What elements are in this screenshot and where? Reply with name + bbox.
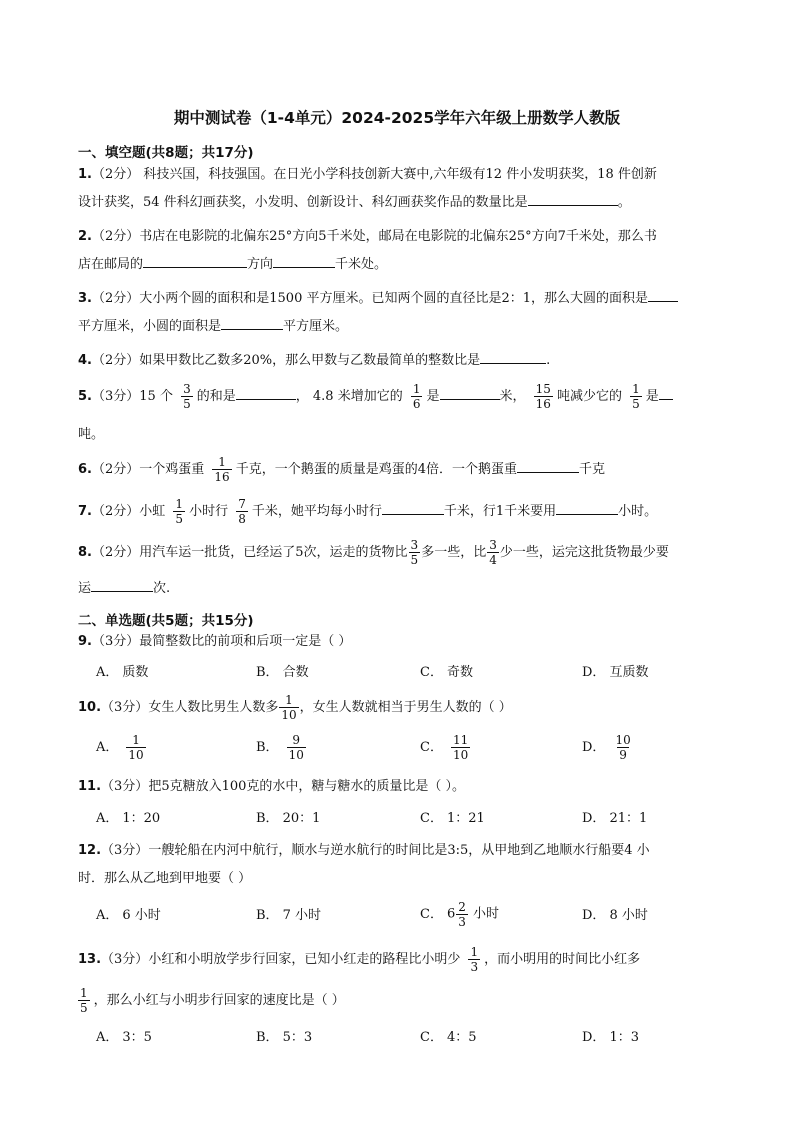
option-a[interactable]: A． 3：5 <box>96 1030 152 1045</box>
option-d[interactable]: D． 互质数 <box>582 665 649 680</box>
option-d[interactable]: D． 1：3 <box>582 1030 639 1045</box>
answer-blank[interactable] <box>236 385 296 400</box>
section-single-choice: 二、单选题(共5题；共15分) <box>78 613 254 629</box>
fraction: $\frac{1}{5}$ <box>80 986 88 1015</box>
question-4: 4.（2分）如果甲数比乙数多20%，那么甲数与乙数最简单的整数比是 . <box>78 347 754 375</box>
section-fill-in: 一、填空题(共8题；共17分) <box>78 145 254 161</box>
option-b[interactable]: B． 合数 <box>256 665 309 680</box>
option-b[interactable]: B． 20：1 <box>256 811 321 826</box>
question-score: （2分） <box>91 167 140 182</box>
question-6: 6.（2分）一个鸡蛋重 $\frac{1}{16}$ 千克，一个鹅蛋的质量是鸡蛋的4倍．一个鹅蛋重 千克 <box>78 455 605 484</box>
answer-blank[interactable] <box>143 253 247 268</box>
answer-blank[interactable] <box>517 458 579 473</box>
question-11: 11.（3分）把5克糖放入100克的水中，糖与糖水的质量比是（ ）。 <box>78 779 466 794</box>
option-d[interactable]: D． 21：1 <box>582 811 648 826</box>
option-a[interactable]: A． 1：20 <box>96 811 161 826</box>
question-10: 10.（3分）女生人数比男生人数多 $\frac{1}{10}$ ，女生人数就相当于男生人数的（ ） <box>78 693 512 722</box>
question-8: 8.（2分）用汽车运一批货，已经运了5次，运走的货物比 $\frac{3}{5}$ 多一些，比 $\frac{3}{4}$ 少一些，运完这批货物最少要 <box>78 538 669 567</box>
fraction: $\frac{3}{5}$ <box>183 382 191 411</box>
option-b[interactable]: B． 7 小时 <box>256 908 321 923</box>
fraction: $\frac{1}{6}$ <box>412 382 421 411</box>
question-7: 7.（2分）小虹 $\frac{1}{5}$ 小时行 $\frac{7}{8}$ 千米，她平均每小时行 千米，行1千米要用 小时。 <box>78 497 658 526</box>
question-2: 2.（2分）书店在电影院的北偏东25°方向5千米处，邮局在电影院的北偏东25°方向7千米处，那么书 店在邮局的 方向 千米处。 <box>78 229 657 272</box>
options-13 <box>96 1026 736 1050</box>
fraction: $\frac{1}{5}$ <box>632 382 640 411</box>
option-a[interactable]: A． 6 小时 <box>96 908 161 923</box>
answer-blank[interactable] <box>528 191 618 206</box>
question-9: 9.（3分）最简整数比的前项和后项一定是（ ） <box>78 634 352 649</box>
question-5-line2: 吨。 <box>78 427 105 442</box>
fraction: $\frac{1}{5}$ <box>175 497 184 526</box>
question-5: 5.（3分）15 个 $\frac{3}{5}$ 的和是 ， 4.8 米增加它的 $\frac{1}{6}$ 是 米， $\frac{15}{16}$ 吨减少它的 $\frac{1}{5}$ 是 <box>78 379 754 415</box>
option-d[interactable]: D． $\frac{10}{9}$ <box>582 733 631 762</box>
option-c[interactable]: C． 奇数 <box>420 665 473 680</box>
answer-blank[interactable] <box>440 385 500 400</box>
option-b[interactable]: B． $\frac{9}{10}$ <box>256 733 304 762</box>
answer-blank[interactable] <box>556 500 618 515</box>
option-d[interactable]: D． 8 小时 <box>582 908 648 923</box>
answer-blank[interactable] <box>221 315 283 330</box>
question-12: 12.（3分）一艘轮船在内河中航行，顺水与逆水航行的时间比是3:5，从甲地到乙地顺水行船要4 小 时．那么从乙地到甲地要（ ） <box>78 843 650 886</box>
fraction: $\frac{3}{5}$ <box>410 538 419 567</box>
option-a[interactable]: A． 质数 <box>96 665 149 680</box>
option-c[interactable]: C． 6 $\frac{2}{3}$ 小时 <box>420 900 500 929</box>
answer-blank[interactable] <box>382 500 444 515</box>
option-b[interactable]: B． 5：3 <box>256 1030 313 1045</box>
option-a[interactable]: A． $\frac{1}{10}$ <box>96 733 144 762</box>
answer-blank[interactable] <box>273 253 335 268</box>
question-1: 1.（2分） 科技兴国，科技强国。在日光小学科技创新大赛中,六年级有12 件小发明获奖，18 件创新 设计获奖，54 件科幻画获奖，小发明、创新设计、科幻画获奖作品的数量比是 。 <box>78 167 657 210</box>
fraction: $\frac{1}{10}$ <box>281 693 297 722</box>
question-8-line2: 运 次. <box>78 575 754 603</box>
fraction: $\frac{3}{4}$ <box>489 538 497 567</box>
fraction: $\frac{1}{3}$ <box>470 945 479 974</box>
fraction: $\frac{1}{16}$ <box>214 455 230 484</box>
answer-blank[interactable] <box>659 385 673 400</box>
options-9 <box>96 661 736 685</box>
question-13: 13.（3分）小红和小明放学步行回家，已知小红走的路程比小明少 $\frac{1}{3}$ ，而小明用的时间比小红多 <box>78 945 641 974</box>
options-10 <box>96 733 736 773</box>
page-title: 期中测试卷（1-4单元）2024-2025学年六年级上册数学人教版 <box>173 109 621 127</box>
answer-blank[interactable] <box>648 287 678 302</box>
fraction: $\frac{7}{8}$ <box>238 497 246 526</box>
fraction: $\frac{15}{16}$ <box>535 382 551 411</box>
option-c[interactable]: C． 1：21 <box>420 811 485 826</box>
option-c[interactable]: C． 4：5 <box>420 1030 477 1045</box>
answer-blank[interactable] <box>91 577 153 592</box>
answer-blank[interactable] <box>480 349 546 364</box>
option-c[interactable]: C． $\frac{11}{10}$ <box>420 733 469 762</box>
question-13-line2: $\frac{1}{5}$ ，那么小红与小明步行回家的速度比是（ ） <box>80 986 345 1015</box>
options-11 <box>96 807 736 831</box>
question-3: 3.（2分）大小两个圆的面积和是1500 平方厘米。已知两个圆的直径比是2：1，那么大圆的面积是 平方厘米，小圆的面积是 平方厘米。 <box>78 285 754 341</box>
question-number: 1. <box>78 167 92 182</box>
options-12 <box>96 900 736 934</box>
